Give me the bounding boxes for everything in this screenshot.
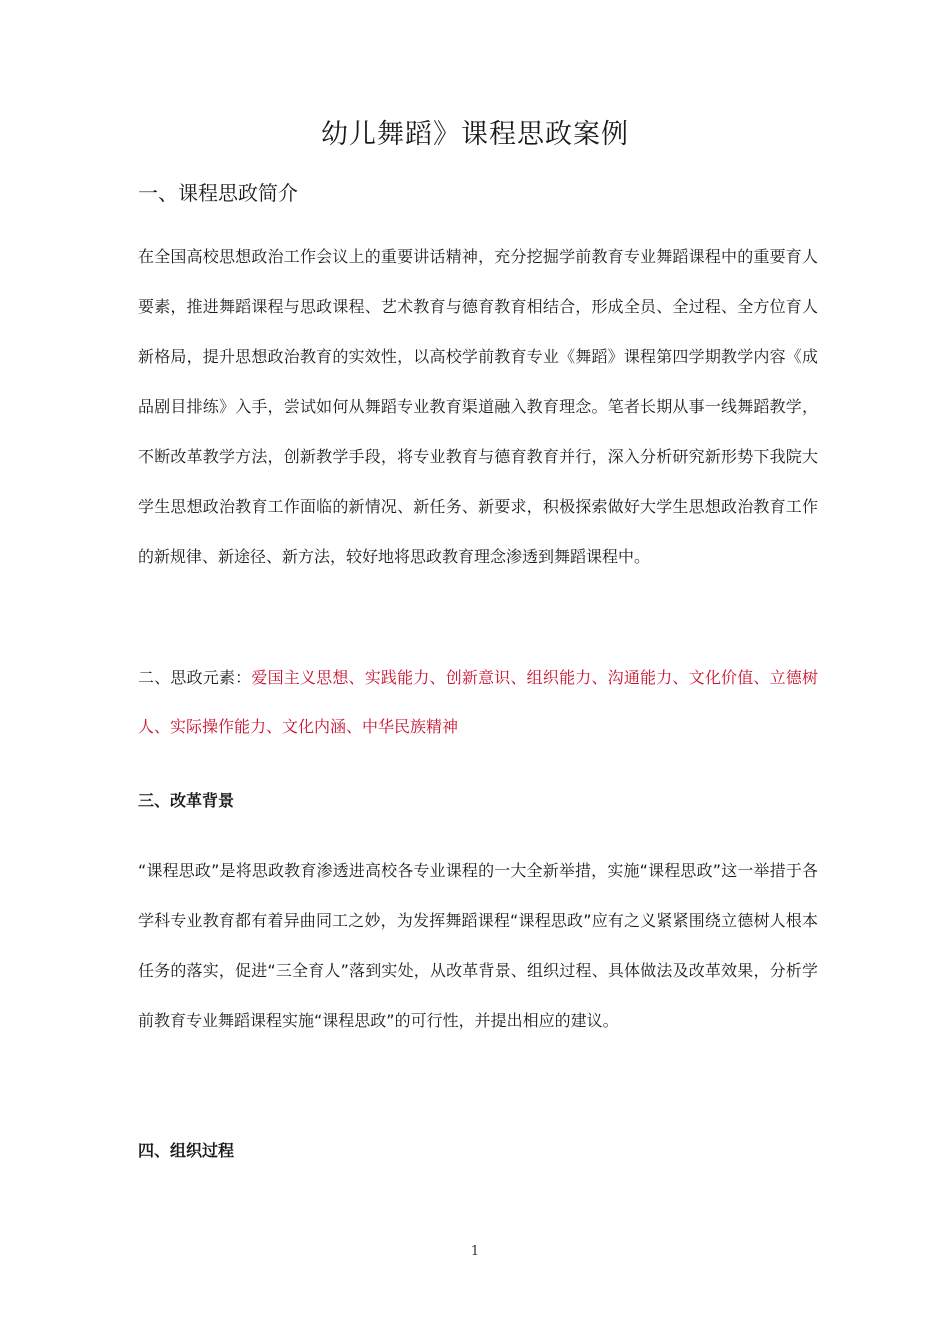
document-title: 幼儿舞蹈》课程思政案例 xyxy=(321,119,629,150)
section-1-heading: 一、课程思政简介 xyxy=(138,181,298,205)
section-2-label: 二、思政元素： xyxy=(138,668,252,687)
section-4-heading: 四、组织过程 xyxy=(138,1141,235,1160)
section-3-heading: 三、改革背景 xyxy=(138,791,235,810)
page-number: 1 xyxy=(470,1244,480,1259)
section-1-body: 在全国高校思想政治工作会议上的重要讲话精神，充分挖掘学前教育专业舞蹈课程中的重要育人要素，推进舞蹈课程与思政课程、艺术教育与德育教育相结合，形成全员、全过程、全方位育人新格局，提升思想政治教育的实效性，以高校学前教育专业《舞蹈》课程第四学期教学内容《成品剧目排练》入手，尝试如何从舞蹈专业教育渠道融入教育理念。笔者长期从事一线舞蹈教学，不断改革教学方法，创新教学手段，将专业教育与德育教育并行，深入分析研究新形势下我院大学生思想政治教育工作面临的新情况、新任务、新要求，积极探索做好大学生思想政治教育工作的新规律、新途径、新方法，较好地将思政教育理念渗透到舞蹈课程中。 xyxy=(138,247,818,566)
section-2-elements xyxy=(138,653,818,751)
section-3-body: “课程思政”是将思政教育渗透进高校各专业课程的一大全新举措，实施“课程思政”这一举措于各学科专业教育都有着异曲同工之妙，为发挥舞蹈课程“课程思政”应有之义紧紧围绕立德树人根本任务的落实，促进“三全育人”落到实处，从改革背景、组织过程、具体做法及改革效果，分析学前教育专业舞蹈课程实施“课程思政”的可行性，并提出相应的建议。 xyxy=(138,861,818,1030)
section-2-element-list: 爱国主义思想、实践能力、创新意识、组织能力、沟通能力、文化价值、立德树人、实际操作能力、文化内涵、中华民族精神 xyxy=(138,668,818,736)
